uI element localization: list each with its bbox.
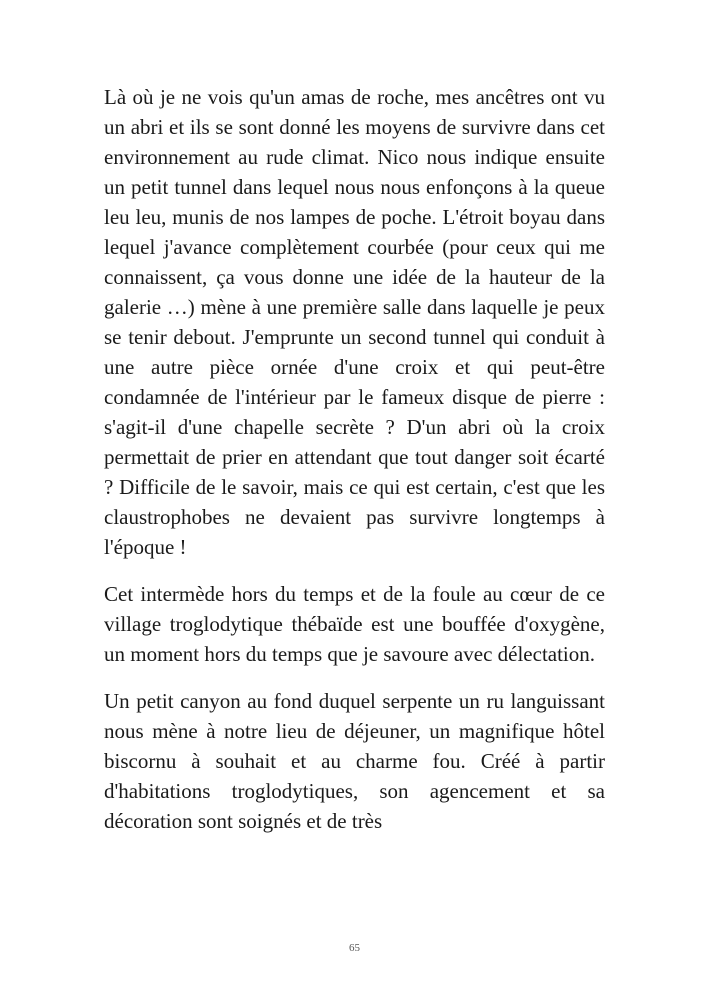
page-number: 65 (349, 942, 360, 954)
paragraph-1: Là où je ne vois qu'un amas de roche, mes ancêtres ont vu un abri et ils se sont donné les moyens de survivre dans cet environnement au rude climat. Nico nous indique ensuite un petit tunnel dans lequel nous nous enfonçons à la queue leu leu, munis de nos lampes de poche. L'étroit boyau dans lequel j'avance complètement courbée (pour ceux qui me connaissent, ça vous donne une idée de la hauteur de la galerie …) mène à une première salle dans laquelle je peux se tenir debout. J'emprunte un second tunnel qui conduit à une autre pièce ornée d'une croix et qui peut-être condamnée de l'intérieur par le fameux disque de pierre : s'agit-il d'une chapelle secrète ? D'un abri où la croix permettait de prier en attendant que tout danger soit écarté ? Difficile de le savoir, mais ce qui est certain, c'est que les claustrophobes ne devaient pas survivre longtemps à l'époque ! (104, 85, 605, 559)
body-text (104, 82, 605, 853)
paragraph-2: Cet intermède hors du temps et de la foule au cœur de ce village troglodytique thébaïde est une bouffée d'oxygène, un moment hors du temps que je savoure avec délectation. (104, 582, 605, 666)
paragraph-3: Un petit canyon au fond duquel serpente un ru languissant nous mène à notre lieu de déjeuner, un magnifique hôtel biscornu à souhait et au charme fou. Créé à partir d'habitations troglodytiques, son agencement et sa décoration sont soignés et de très (104, 689, 605, 833)
